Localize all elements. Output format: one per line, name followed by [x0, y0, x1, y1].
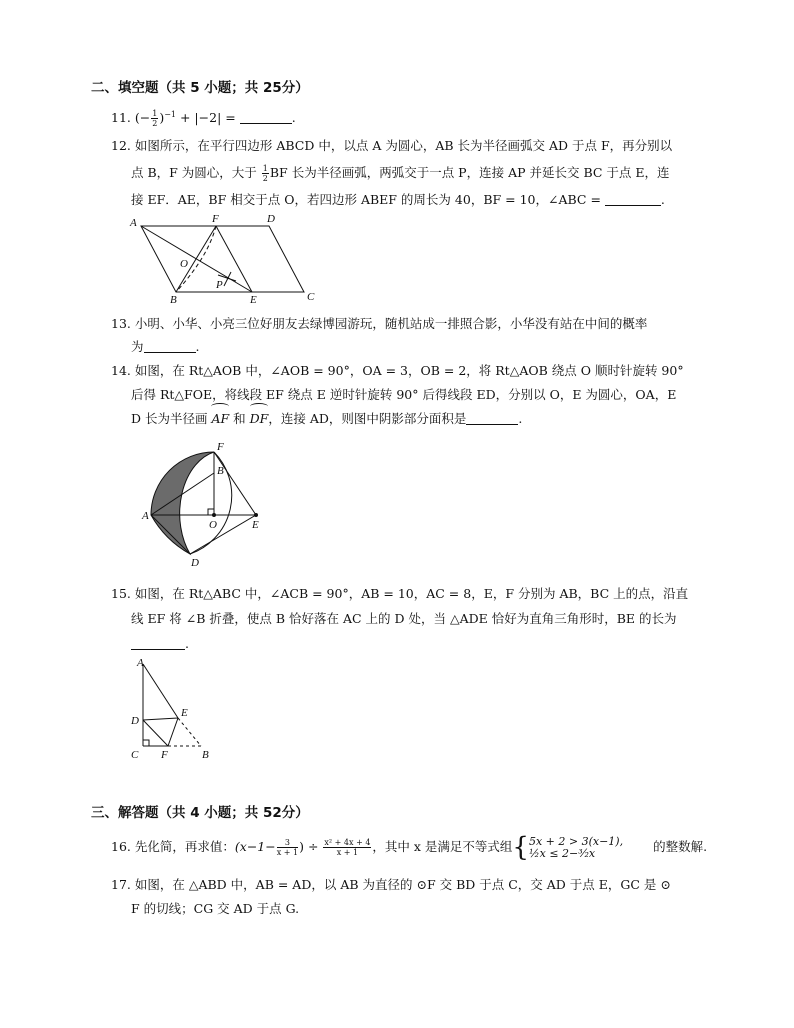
- fraction-half: $\frac{1}{2}$: [152, 109, 158, 129]
- arc-symbol: [250, 403, 269, 410]
- question-12-line2: [131, 160, 670, 186]
- label-D: D: [267, 213, 275, 225]
- q12-parallelogram-figure: [128, 212, 323, 308]
- inequality-1: 5x + 2 > 3(x−1),: [528, 834, 624, 848]
- label-C: C: [307, 291, 315, 303]
- q16-expr-b: (x−1−: [234, 839, 276, 854]
- segment-df: [143, 720, 168, 746]
- question-17-line2: [131, 896, 299, 922]
- label-P: P: [216, 279, 223, 291]
- answer-blank[interactable]: [131, 635, 185, 650]
- label-F: F: [217, 441, 224, 453]
- arc-af-text: AF: [211, 411, 230, 426]
- arc-df-text: DF: [249, 411, 269, 426]
- point-o: [212, 513, 216, 517]
- question-number: 14.: [111, 363, 131, 378]
- q12-text-2a: 点 B，F 为圆心，大于: [131, 165, 261, 180]
- label-B: B: [170, 294, 177, 306]
- label-C: C: [131, 749, 139, 761]
- answer-blank[interactable]: [240, 109, 292, 124]
- answer-blank[interactable]: [605, 191, 661, 206]
- segment-ed: [190, 515, 256, 554]
- label-E: E: [252, 519, 259, 531]
- q14-text-3b: 和: [229, 411, 250, 426]
- q14-text-3c: ，连接 AD，则图中阴影部分面积是: [268, 411, 467, 426]
- q12-text-1: 如图所示，在平行四边形 ABCD 中，以点 A 为圆心，AB 长为半径画弧交 AD 于点 F，再分别以: [134, 138, 673, 153]
- question-16: [111, 834, 707, 861]
- q15-text-2: 线 EF 将 ∠B 折叠，使点 B 恰好落在 AC 上的 D 处，当 △ADE 恰好为直角三角形时，BE 的长为: [131, 611, 677, 626]
- q15-text-3: .: [185, 636, 189, 651]
- label-A: A: [130, 217, 137, 229]
- q11-end: .: [291, 110, 296, 126]
- inequality-system: [529, 836, 623, 860]
- fraction-1: [277, 838, 298, 857]
- question-12-line3: [131, 187, 665, 213]
- q14-text-2: 后得 Rt△FOE，将线段 EF 绕点 E 逆时针旋转 90° 后得线段 ED，分别以 O，E 为圆心，OA，E: [131, 387, 677, 402]
- q16-text-a: 先化简，再求值：: [134, 839, 235, 854]
- q13-text-2b: .: [195, 339, 200, 354]
- q13-text-2a: 为: [131, 339, 144, 354]
- frac-top: 3: [277, 838, 298, 848]
- label-F: F: [161, 749, 168, 761]
- inequality-2: ½x ≤ 2−³⁄₂x: [528, 846, 596, 860]
- segment-fe: [214, 452, 256, 515]
- q11-expr-b: ): [159, 110, 165, 126]
- label-E: E: [250, 294, 257, 306]
- q14-text-3d: .: [518, 411, 523, 426]
- question-number: 16.: [111, 839, 131, 854]
- section-title-answer: 三、解答题（共 4 小题；共 52分）: [91, 805, 309, 821]
- question-15-line1: [111, 581, 688, 607]
- label-O: O: [180, 258, 188, 270]
- answer-blank[interactable]: [466, 410, 518, 425]
- arc-df: [190, 452, 232, 554]
- segment-ae: [143, 664, 178, 718]
- arc-af-notation: [211, 406, 229, 432]
- question-number: 17.: [111, 877, 131, 892]
- question-14-line1: [111, 358, 684, 384]
- question-14-line3: [131, 406, 522, 432]
- q14-arc-figure: [140, 438, 270, 570]
- point-e: [254, 513, 258, 517]
- arc-symbol: [211, 403, 229, 410]
- question-12-line1: [111, 133, 672, 159]
- question-number: 15.: [111, 586, 131, 601]
- question-11: [111, 102, 296, 131]
- q15-text-1: 如图，在 Rt△ABC 中，∠ACB = 90°，AB = 10，AC = 8，E，F 分别为 AB，BC 上的点，沿直: [134, 586, 689, 601]
- dashed-eb: [178, 718, 201, 746]
- question-13-line2: [131, 334, 200, 360]
- section-title-fill-in: 二、填空题（共 5 小题；共 25分）: [91, 80, 309, 96]
- question-number: 11.: [111, 110, 131, 126]
- q16-expr-c: ) ÷: [299, 839, 323, 854]
- segment-ef: [168, 718, 178, 746]
- q11-expr-c: + |−2| =: [176, 110, 240, 126]
- segment-de: [143, 718, 178, 720]
- question-17-line1: [111, 872, 671, 898]
- label-F: F: [212, 213, 219, 225]
- q15-fold-figure: [128, 654, 218, 762]
- frac-top: x² + 4x + 4: [324, 838, 371, 847]
- brace-icon: {: [512, 832, 529, 863]
- q12-text-3b: .: [660, 192, 665, 207]
- label-A: A: [142, 510, 149, 522]
- q14-text-3a: D 长为半径画: [131, 411, 212, 426]
- label-D: D: [191, 557, 199, 569]
- question-number: 13.: [111, 316, 131, 331]
- question-number: 12.: [111, 138, 131, 153]
- q11-expr-a: (−: [134, 110, 151, 126]
- q17-text-2: F 的切线；CG 交 AD 于点 G.: [131, 901, 300, 916]
- q16-text-d: ，其中 x 是满足不等式组: [372, 839, 513, 854]
- answer-blank[interactable]: [144, 338, 196, 353]
- label-D: D: [131, 715, 139, 727]
- label-O: O: [209, 519, 217, 531]
- q12-text-2b: BF 长为半径画弧，两弧交于一点 P，连接 AP 并延长交 BC 于点 E，连: [269, 165, 670, 180]
- q14-text-1: 如图，在 Rt△AOB 中，∠AOB = 90°，OA = 3，OB = 2，将 Rt△AOB 绕点 O 顺时针旋转 90°: [134, 363, 684, 378]
- shaded-region: [151, 452, 214, 554]
- frac-bottom: x + 1: [276, 848, 299, 857]
- label-A: A: [137, 657, 144, 669]
- q17-text-1: 如图，在 △ABD 中，AB = AD，以 AB 为直径的 ⊙F 交 BD 于点 C，交 AD 于点 E，GC 是 ⊙: [134, 877, 671, 892]
- q13-text-1: 小明、小华、小亮三位好朋友去绿博园游玩，随机站成一排照合影，小华没有站在中间的概率: [134, 316, 648, 331]
- label-B: B: [202, 749, 209, 761]
- fraction-2: [323, 838, 371, 857]
- q16-text-e: 的整数解.: [653, 839, 708, 854]
- arc-df-notation: [250, 406, 269, 432]
- frac-bottom: x + 1: [336, 848, 359, 857]
- q11-exponent: −1: [164, 110, 177, 119]
- question-15-line2: [131, 606, 677, 632]
- q12-text-3a: 接 EF．AE，BF 相交于点 O，若四边形 ABEF 的周长为 40，BF = 10，∠ABC =: [131, 192, 605, 207]
- fraction-half: $\frac{1}{2}$: [262, 164, 268, 183]
- label-E: E: [181, 707, 188, 719]
- right-angle-mark: [143, 740, 149, 746]
- label-B: B: [217, 465, 224, 477]
